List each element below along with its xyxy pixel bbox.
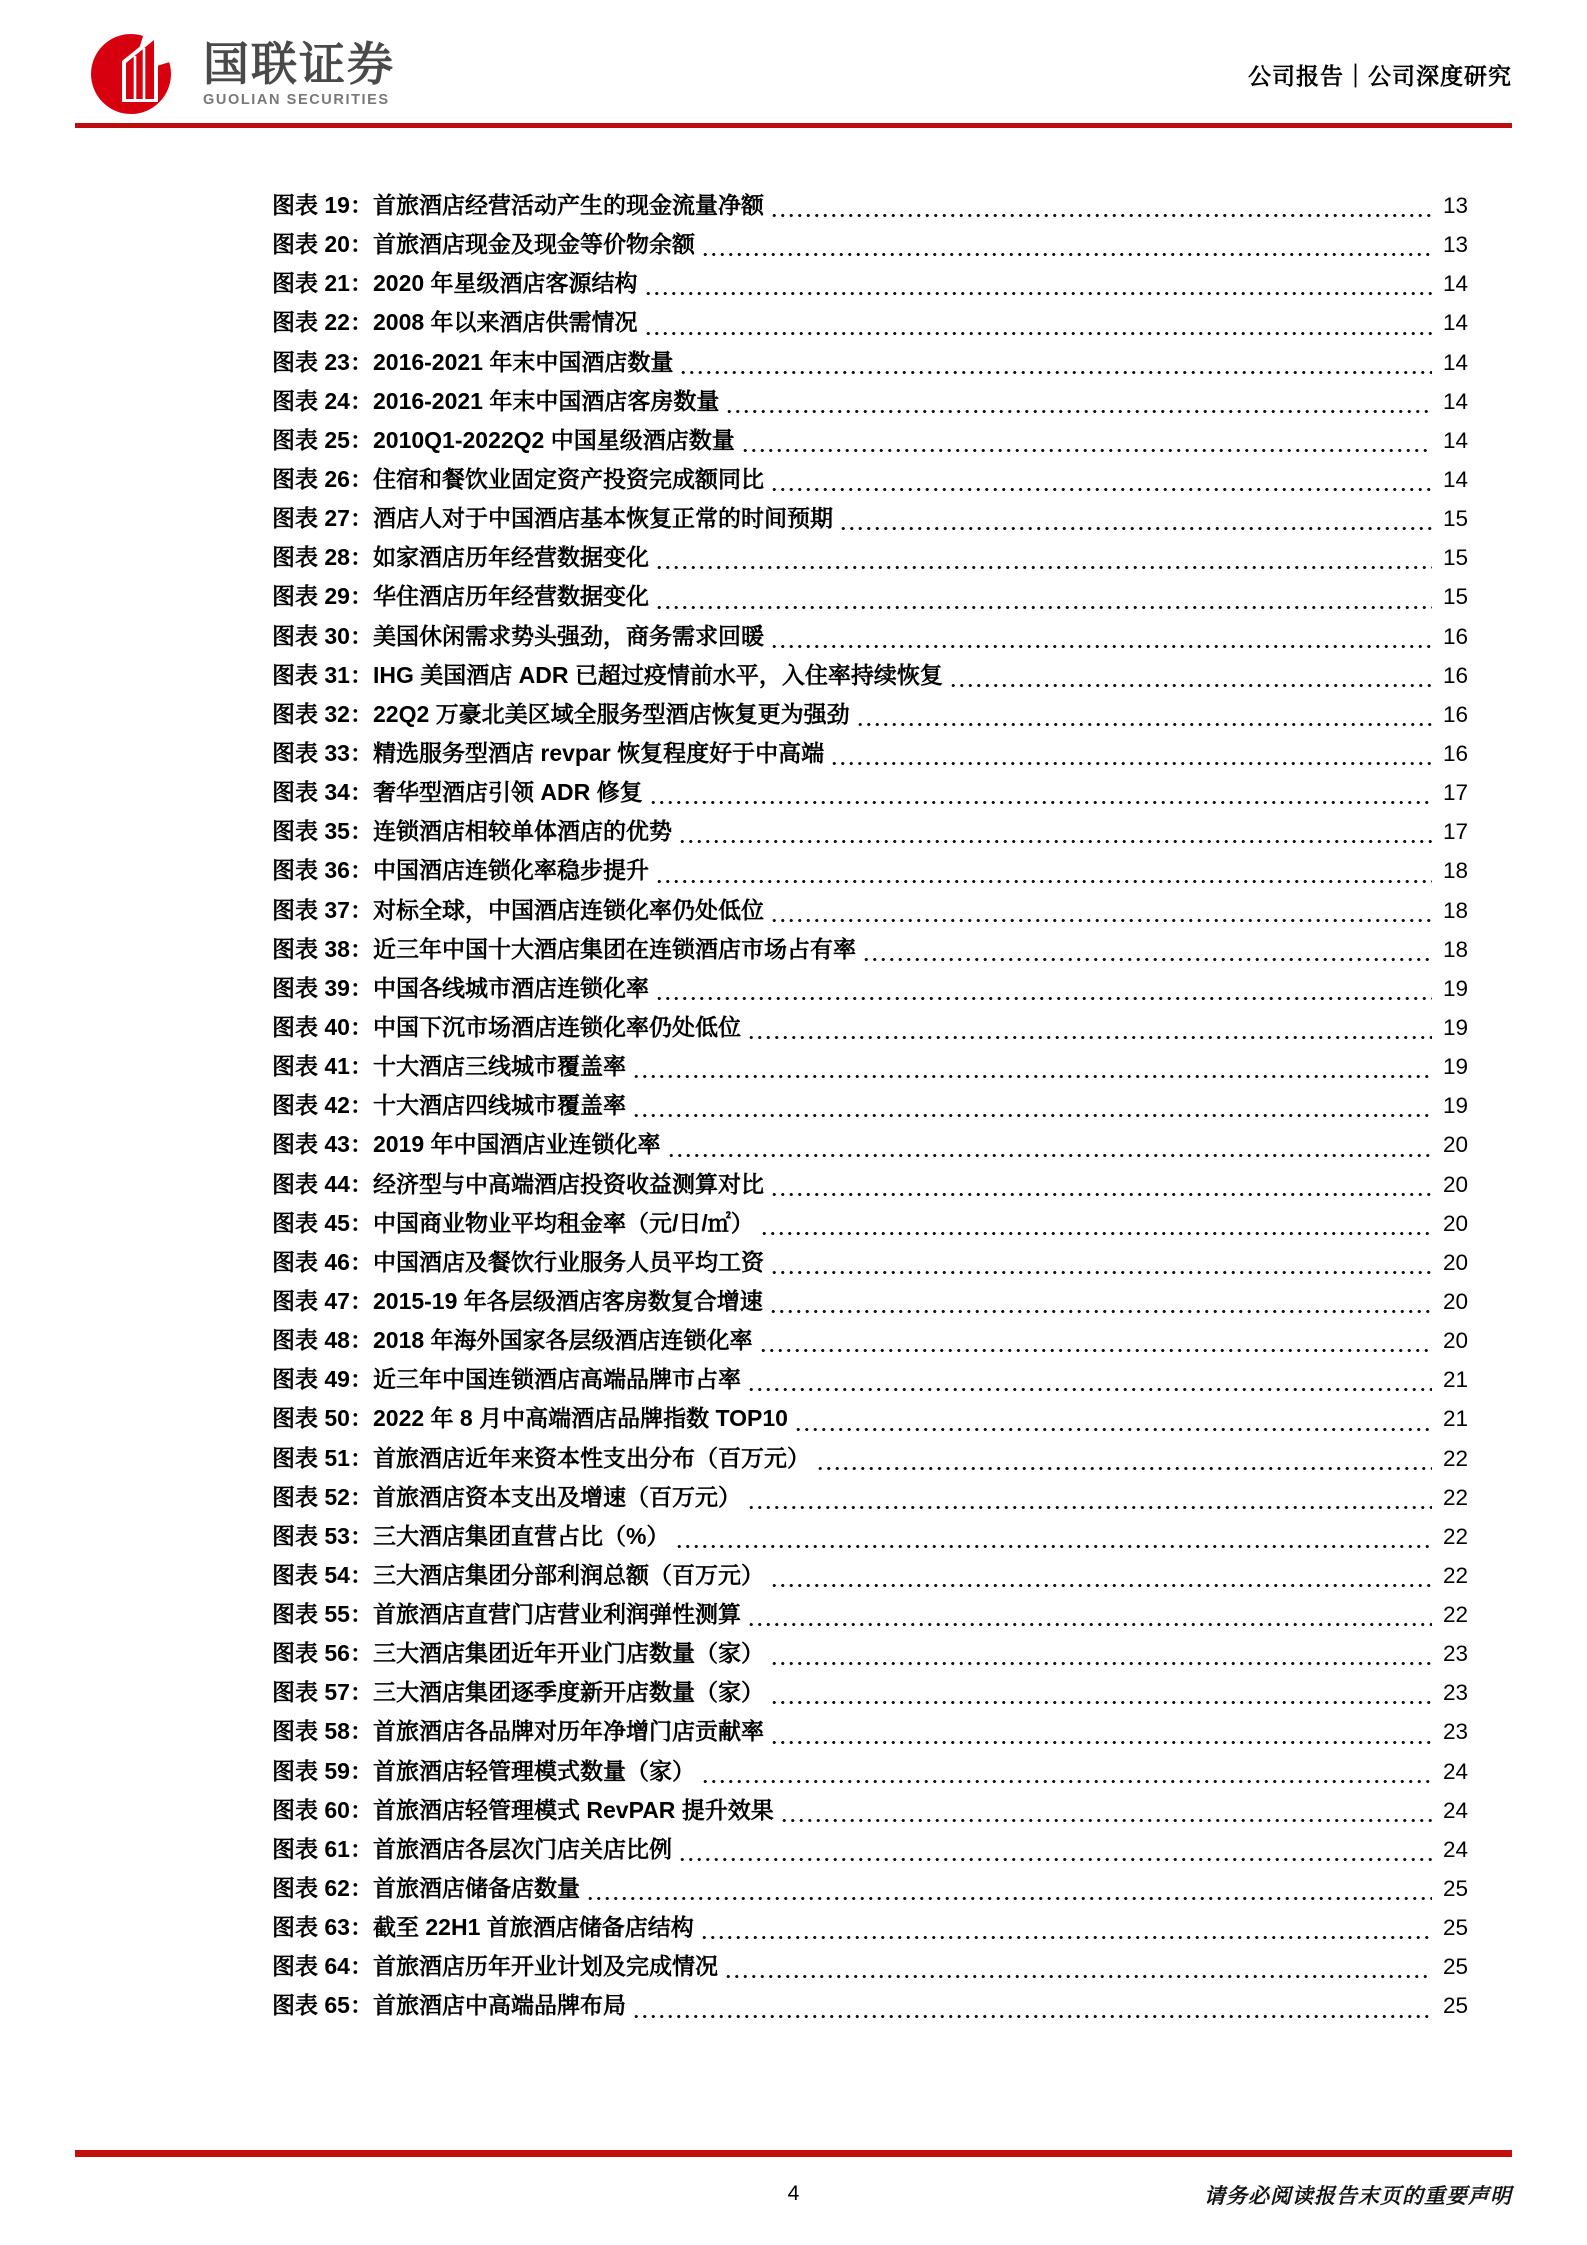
dot-leader: [655, 880, 1432, 883]
figure-list-entry[interactable]: [272, 812, 1468, 851]
dot-leader: [632, 1075, 1432, 1078]
figure-list-entry[interactable]: [272, 773, 1468, 812]
figure-entry-number: 图表 21：: [272, 270, 373, 297]
figure-entry-page: 22: [1442, 1484, 1468, 1510]
figure-entry-title: 2008 年以来酒店供需情况: [372, 309, 638, 336]
figure-list-entry[interactable]: [272, 1360, 1468, 1399]
figure-entry-page: 19: [1442, 975, 1468, 1001]
figure-entry-number: 图表 64：: [272, 1953, 373, 1980]
dot-leader: [747, 1623, 1432, 1626]
brand-name-cn: 国联证券: [203, 39, 395, 90]
figure-entry-number: 图表 30：: [272, 622, 373, 649]
figure-list-entry[interactable]: [272, 1556, 1468, 1595]
figure-entry-number: 图表 26：: [272, 465, 373, 492]
figure-entry-number: 图表 33：: [272, 739, 373, 766]
figure-entry-title: 2015-19 年各层级酒店客房数复合增速: [372, 1287, 763, 1314]
figure-entry-number: 图表 38：: [272, 935, 373, 962]
figure-entry-page: 14: [1442, 388, 1468, 414]
dot-leader: [856, 723, 1432, 726]
dot-leader: [949, 684, 1432, 687]
figure-entry-title: 首旅酒店各层次门店关店比例: [372, 1835, 672, 1862]
figure-entry-number: 图表 58：: [272, 1718, 373, 1745]
dot-leader: [769, 1310, 1432, 1313]
figure-entry-number: 图表 55：: [272, 1601, 373, 1628]
guolian-crest-icon: [85, 28, 189, 121]
figure-entry-number: 图表 43：: [272, 1131, 373, 1158]
figure-entry-title: 首旅酒店轻管理模式 RevPAR 提升效果: [372, 1796, 774, 1823]
dot-leader: [586, 1897, 1432, 1900]
dot-leader: [649, 801, 1432, 804]
figure-list-entry[interactable]: [272, 1478, 1468, 1517]
figure-entry-number: 图表 23：: [272, 348, 373, 375]
figure-entry-page: 19: [1442, 1093, 1468, 1119]
dot-leader: [700, 1936, 1432, 1939]
figure-entry-page: 16: [1442, 662, 1468, 688]
figure-entry-title: 中国商业物业平均租金率（元/日/㎡）: [372, 1209, 754, 1236]
figure-list: [272, 186, 1468, 2026]
figure-list-entry[interactable]: [272, 577, 1468, 616]
figure-entry-title: 经济型与中高端酒店投资收益测算对比: [372, 1170, 764, 1197]
figure-list-entry[interactable]: [272, 186, 1468, 225]
figure-list-entry[interactable]: [272, 538, 1468, 577]
figure-list-entry[interactable]: [272, 343, 1468, 382]
figure-entry-title: 首旅酒店近年来资本性支出分布（百万元）: [372, 1444, 810, 1471]
figure-entry-title: 首旅酒店各品牌对历年净增门店贡献率: [372, 1718, 764, 1745]
dot-leader: [770, 919, 1432, 922]
figure-entry-number: 图表 65：: [272, 1992, 373, 2019]
figure-entry-page: 22: [1442, 1523, 1468, 1549]
dot-leader: [679, 371, 1432, 374]
figure-list-entry[interactable]: [272, 656, 1468, 695]
brand-name-en: GUOLIAN SECURITIES: [203, 92, 390, 108]
figure-list-entry[interactable]: [272, 225, 1468, 264]
figure-entry-number: 图表 35：: [272, 818, 373, 845]
figure-entry-title: 首旅酒店历年开业计划及完成情况: [372, 1953, 718, 1980]
figure-entry-page: 15: [1442, 545, 1468, 571]
dot-leader: [770, 1271, 1432, 1274]
figure-entry-number: 图表 63：: [272, 1914, 373, 1941]
figure-entry-title: 近三年中国连锁酒店高端品牌市占率: [372, 1366, 741, 1393]
figure-entry-page: 17: [1442, 819, 1468, 845]
figure-entry-page: 22: [1442, 1562, 1468, 1588]
footer-disclaimer: 请务必阅读报告末页的重要声明: [1204, 2184, 1512, 2208]
figure-entry-page: 25: [1442, 1876, 1468, 1902]
dot-leader: [644, 332, 1432, 335]
figure-entry-number: 图表 47：: [272, 1287, 373, 1314]
dot-leader: [725, 410, 1432, 413]
figure-entry-number: 图表 48：: [272, 1327, 373, 1354]
dot-leader: [770, 1193, 1432, 1196]
figure-entry-title: 三大酒店集团近年开业门店数量（家）: [372, 1640, 764, 1667]
figure-entry-title: 三大酒店集团分部利润总额（百万元）: [372, 1561, 764, 1588]
figure-entry-number: 图表 45：: [272, 1209, 373, 1236]
figure-entry-title: 十大酒店四线城市覆盖率: [372, 1092, 626, 1119]
figure-entry-number: 图表 59：: [272, 1757, 373, 1784]
figure-list-entry[interactable]: [272, 1165, 1468, 1204]
figure-entry-page: 23: [1442, 1641, 1468, 1667]
figure-entry-page: 13: [1442, 232, 1468, 258]
figure-entry-title: 三大酒店集团直营占比（%）: [372, 1522, 670, 1549]
dot-leader: [701, 253, 1432, 256]
figure-entry-title: 连锁酒店相较单体酒店的优势: [372, 818, 672, 845]
figure-entry-page: 22: [1442, 1602, 1468, 1628]
figure-entry-title: 对标全球，中国酒店连锁化率仍处低位: [372, 896, 764, 923]
figure-list-entry[interactable]: [272, 1673, 1468, 1712]
figure-entry-title: 首旅酒店经营活动产生的现金流量净额: [372, 192, 764, 218]
figure-entry-number: 图表 51：: [272, 1444, 373, 1471]
figure-entry-number: 图表 61：: [272, 1835, 373, 1862]
figure-entry-number: 图表 22：: [272, 309, 373, 336]
dot-leader: [632, 1114, 1432, 1117]
figure-entry-number: 图表 19：: [272, 192, 373, 218]
figure-list-entry[interactable]: [272, 1595, 1468, 1634]
figure-entry-page: 16: [1442, 623, 1468, 649]
figure-entry-title: 奢华型酒店引领 ADR 修复: [372, 779, 643, 806]
figure-entry-title: 2016-2021 年末中国酒店客房数量: [372, 387, 720, 414]
figure-list-entry[interactable]: [272, 460, 1468, 499]
dot-leader: [747, 1388, 1432, 1391]
dot-leader: [667, 1154, 1432, 1157]
figure-entry-page: 18: [1442, 858, 1468, 884]
figure-entry-title: 首旅酒店储备店数量: [372, 1875, 580, 1902]
figure-entry-number: 图表 50：: [272, 1405, 373, 1432]
brand-logo: [85, 28, 395, 121]
dot-leader: [770, 214, 1432, 217]
figure-entry-page: 19: [1442, 1014, 1468, 1040]
figure-entry-number: 图表 53：: [272, 1522, 373, 1549]
figure-list-entry[interactable]: [272, 1517, 1468, 1556]
figure-list-entry[interactable]: [272, 1086, 1468, 1125]
dot-leader: [678, 840, 1432, 843]
figure-entry-number: 图表 60：: [272, 1796, 373, 1823]
figure-entry-page: 20: [1442, 1171, 1468, 1197]
figure-entry-page: 18: [1442, 897, 1468, 923]
figure-entry-page: 24: [1442, 1836, 1468, 1862]
dot-leader: [770, 1584, 1432, 1587]
figure-list-entry[interactable]: [272, 1986, 1468, 2025]
header-divider: [75, 123, 1512, 128]
figure-list-entry[interactable]: [272, 382, 1468, 421]
figure-entry-number: 图表 27：: [272, 505, 373, 532]
figure-entry-title: 十大酒店三线城市覆盖率: [372, 1053, 626, 1080]
figure-list-entry[interactable]: [272, 1634, 1468, 1673]
figure-entry-title: 中国各线城市酒店连锁化率: [372, 974, 649, 1001]
figure-entry-page: 25: [1442, 1954, 1468, 1980]
figure-entry-number: 图表 25：: [272, 426, 373, 453]
figure-entry-number: 图表 52：: [272, 1483, 373, 1510]
figure-entry-number: 图表 54：: [272, 1561, 373, 1588]
figure-list-entry[interactable]: [272, 617, 1468, 656]
figure-entry-number: 图表 46：: [272, 1248, 373, 1275]
figure-entry-title: 中国酒店及餐饮行业服务人员平均工资: [372, 1248, 764, 1275]
figure-list-entry[interactable]: [272, 1908, 1468, 1947]
dot-leader: [770, 1701, 1432, 1704]
figure-list-entry[interactable]: [272, 1947, 1468, 1986]
figure-entry-page: 25: [1442, 1993, 1468, 2019]
figure-entry-number: 图表 41：: [272, 1053, 373, 1080]
dot-leader: [747, 1506, 1432, 1509]
figure-entry-title: 2022 年 8 月中高端酒店品牌指数 TOP10: [372, 1405, 788, 1432]
figure-list-entry[interactable]: [272, 1869, 1468, 1908]
figure-list-entry[interactable]: [272, 851, 1468, 890]
dot-leader: [747, 1036, 1432, 1039]
figure-list-entry[interactable]: [272, 1047, 1468, 1086]
figure-entry-page: 13: [1442, 193, 1468, 218]
figure-entry-page: 14: [1442, 466, 1468, 492]
figure-entry-title: 2016-2021 年末中国酒店数量: [372, 348, 674, 375]
dot-leader: [675, 1545, 1432, 1548]
figure-entry-title: 截至 22H1 首旅酒店储备店结构: [372, 1914, 694, 1941]
figure-entry-number: 图表 20：: [272, 231, 373, 258]
figure-entry-page: 14: [1442, 310, 1468, 336]
dot-leader: [655, 566, 1432, 569]
figure-entry-number: 图表 62：: [272, 1875, 373, 1902]
figure-entry-page: 16: [1442, 701, 1468, 727]
dot-leader: [770, 1741, 1432, 1744]
figure-list-entry[interactable]: [272, 1752, 1468, 1791]
figure-list-entry[interactable]: [272, 1830, 1468, 1869]
dot-leader: [644, 292, 1432, 295]
figure-entry-title: 首旅酒店轻管理模式数量（家）: [372, 1757, 695, 1784]
dot-leader: [770, 1662, 1432, 1665]
footer-divider: [75, 2150, 1512, 2157]
figure-entry-page: 21: [1442, 1406, 1468, 1432]
figure-entry-title: 首旅酒店中高端品牌布局: [372, 1992, 626, 2019]
figure-entry-page: 20: [1442, 1249, 1468, 1275]
figure-entry-number: 图表 29：: [272, 583, 373, 610]
dot-leader: [794, 1428, 1432, 1431]
figure-list-entry[interactable]: [272, 734, 1468, 773]
figure-entry-number: 图表 28：: [272, 544, 373, 571]
figure-entry-page: 21: [1442, 1367, 1468, 1393]
figure-list-entry[interactable]: [272, 1321, 1468, 1360]
figure-entry-title: 酒店人对于中国酒店基本恢复正常的时间预期: [372, 505, 833, 532]
figure-entry-title: 2018 年海外国家各层级酒店连锁化率: [372, 1327, 753, 1354]
figure-entry-number: 图表 40：: [272, 1013, 373, 1040]
dot-leader: [678, 1858, 1432, 1861]
figure-list-entry[interactable]: [272, 1204, 1468, 1243]
dot-leader: [770, 645, 1432, 648]
dot-leader: [760, 1232, 1432, 1235]
figure-entry-number: 图表 56：: [272, 1640, 373, 1667]
figure-list-entry[interactable]: [272, 1125, 1468, 1164]
figure-entry-title: 2019 年中国酒店业连锁化率: [372, 1131, 661, 1158]
dot-leader: [741, 449, 1432, 452]
dot-leader: [759, 1349, 1432, 1352]
figure-entry-number: 图表 34：: [272, 779, 373, 806]
figure-entry-title: 首旅酒店现金及现金等价物余额: [372, 231, 695, 258]
figure-entry-page: 17: [1442, 780, 1468, 806]
figure-list-entry[interactable]: [272, 891, 1468, 930]
figure-entry-number: 图表 36：: [272, 857, 373, 884]
figure-entry-title: 中国下沉市场酒店连锁化率仍处低位: [372, 1013, 741, 1040]
figure-entry-page: 18: [1442, 936, 1468, 962]
figure-entry-page: 24: [1442, 1758, 1468, 1784]
figure-entry-title: 如家酒店历年经营数据变化: [372, 544, 649, 571]
figure-list-entry[interactable]: [272, 930, 1468, 969]
figure-entry-title: 中国酒店连锁化率稳步提升: [372, 857, 649, 884]
figure-list-entry[interactable]: [272, 1439, 1468, 1478]
figure-entry-title: IHG 美国酒店 ADR 已超过疫情前水平，入住率持续恢复: [372, 661, 943, 688]
figure-entry-title: 精选服务型酒店 revpar 恢复程度好于中高端: [372, 739, 825, 766]
figure-list-entry[interactable]: [272, 303, 1468, 342]
figure-entry-page: 19: [1442, 1054, 1468, 1080]
figure-entry-page: 14: [1442, 271, 1468, 297]
figure-entry-page: 20: [1442, 1210, 1468, 1236]
dot-leader: [632, 2015, 1432, 2018]
figure-entry-page: 14: [1442, 349, 1468, 375]
dot-leader: [724, 1975, 1432, 1978]
figure-entry-title: 住宿和餐饮业固定资产投资完成额同比: [372, 465, 764, 492]
dot-leader: [816, 1467, 1432, 1470]
dot-leader: [770, 488, 1432, 491]
figure-entry-page: 14: [1442, 427, 1468, 453]
figure-list-entry[interactable]: [272, 1282, 1468, 1321]
figure-entry-page: 20: [1442, 1132, 1468, 1158]
figure-entry-number: 图表 39：: [272, 974, 373, 1001]
dot-leader: [780, 1819, 1432, 1822]
figure-entry-page: 16: [1442, 740, 1468, 766]
figure-entry-page: 23: [1442, 1680, 1468, 1706]
figure-entry-title: 22Q2 万豪北美区域全服务型酒店恢复更为强劲: [372, 700, 850, 727]
figure-entry-title: 华住酒店历年经营数据变化: [372, 583, 649, 610]
dot-leader: [655, 606, 1432, 609]
dot-leader: [839, 527, 1432, 530]
figure-entry-page: 22: [1442, 1445, 1468, 1471]
figure-entry-number: 图表 31：: [272, 661, 373, 688]
figure-entry-title: 首旅酒店资本支出及增速（百万元）: [372, 1483, 741, 1510]
dot-leader: [655, 997, 1432, 1000]
figure-entry-number: 图表 42：: [272, 1092, 373, 1119]
dot-leader: [862, 958, 1432, 961]
dot-leader: [701, 1780, 1432, 1783]
figure-entry-title: 首旅酒店直营门店营业利润弹性测算: [372, 1601, 741, 1628]
figure-list-entry[interactable]: [272, 695, 1468, 734]
figure-list-entry[interactable]: [272, 421, 1468, 460]
figure-list-entry[interactable]: [272, 1243, 1468, 1282]
figure-list-entry[interactable]: [272, 1399, 1468, 1438]
figure-list-entry[interactable]: [272, 1008, 1468, 1047]
figure-list-entry[interactable]: [272, 264, 1468, 303]
figure-list-entry[interactable]: [272, 1712, 1468, 1751]
figure-entry-page: 20: [1442, 1288, 1468, 1314]
figure-entry-page: 24: [1442, 1797, 1468, 1823]
figure-entry-title: 三大酒店集团逐季度新开店数量（家）: [372, 1679, 764, 1706]
figure-entry-page: 15: [1442, 584, 1468, 610]
figure-entry-title: 近三年中国十大酒店集团在连锁酒店市场占有率: [372, 935, 856, 962]
figure-list-entry[interactable]: [272, 1791, 1468, 1830]
figure-entry-number: 图表 44：: [272, 1170, 373, 1197]
figure-entry-number: 图表 32：: [272, 700, 373, 727]
figure-list-entry[interactable]: [272, 499, 1468, 538]
figure-entry-number: 图表 57：: [272, 1679, 373, 1706]
figure-list-entry[interactable]: [272, 969, 1468, 1008]
brand-text: [203, 28, 395, 108]
figure-entry-number: 图表 49：: [272, 1366, 373, 1393]
figure-entry-page: 23: [1442, 1719, 1468, 1745]
figure-entry-number: 图表 24：: [272, 387, 373, 414]
figure-entry-title: 美国休闲需求势头强劲，商务需求回暖: [372, 622, 764, 649]
dot-leader: [830, 762, 1432, 765]
figure-entry-title: 2020 年星级酒店客源结构: [372, 270, 638, 297]
figure-entry-page: 25: [1442, 1915, 1468, 1941]
figure-entry-number: 图表 37：: [272, 896, 373, 923]
page-number: 4: [787, 2182, 800, 2205]
figure-entry-page: 15: [1442, 506, 1468, 532]
figure-entry-title: 2010Q1-2022Q2 中国星级酒店数量: [372, 426, 735, 453]
report-type-label: 公司报告｜公司深度研究: [1248, 63, 1512, 89]
figure-entry-page: 20: [1442, 1328, 1468, 1354]
